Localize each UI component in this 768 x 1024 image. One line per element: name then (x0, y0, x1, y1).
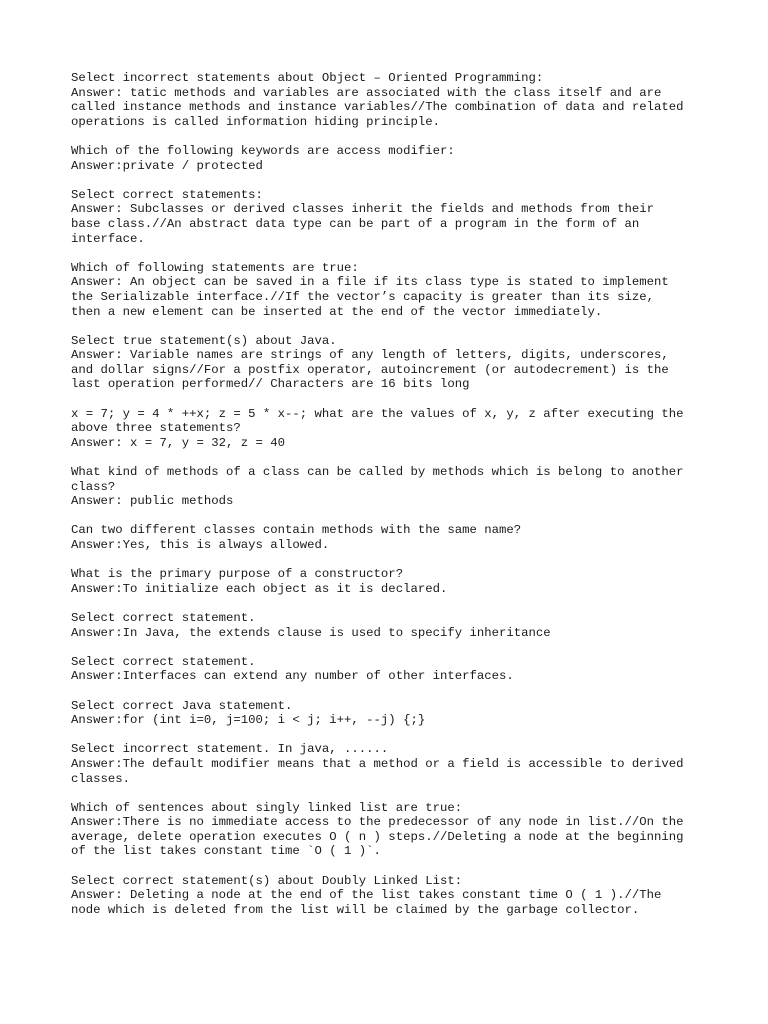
answer-text: Answer: Subclasses or derived classes inherit the fields and methods from their (71, 202, 654, 217)
question-text: Which of the following keywords are access modifier: (71, 143, 455, 158)
answer-text: Answer:The default modifier means that a method or a field is accessible to derived (71, 756, 684, 771)
answer-text: node which is deleted from the list will be claimed by the garbage collector. (71, 902, 640, 917)
question-text: x = 7; y = 4 * ++x; z = 5 * x--; what are the values of x, y, z after executing the (71, 406, 684, 421)
answer-text: Answer: Variable names are strings of any length of letters, digits, underscores, (71, 348, 669, 363)
question-text: Select true statement(s) about Java. (71, 333, 337, 348)
answer-text: and dollar signs//For a postfix operator, autoincrement (or autodecrement) is the (71, 362, 669, 377)
qa-item (71, 874, 708, 918)
answer-text: class? (71, 479, 116, 494)
qa-item (71, 699, 708, 728)
qa-item (71, 465, 708, 509)
qa-item (71, 655, 708, 684)
qa-item (71, 188, 708, 246)
answer-text: Answer: An object can be saved in a file if its class type is stated to implement (71, 275, 669, 290)
qa-item (71, 567, 708, 596)
answer-text: Answer:To initialize each object as it is declared. (71, 581, 448, 596)
qa-item (71, 261, 708, 319)
question-text: What kind of methods of a class can be called by methods which is belong to another (71, 465, 684, 480)
answer-text: Answer: public methods (71, 494, 234, 509)
qa-item (71, 144, 708, 173)
answer-text: above three statements? (71, 421, 241, 436)
answer-text: then a new element can be inserted at the end of the vector immediately. (71, 304, 603, 319)
answer-text: called instance methods and instance variables//The combination of data and related (71, 100, 684, 115)
answer-text: Answer:In Java, the extends clause is used to specify inheritance (71, 625, 551, 640)
question-text: Select incorrect statements about Object – Oriented Programming: (71, 71, 544, 85)
qa-item (71, 801, 708, 859)
answer-text: operations is called information hiding principle. (71, 114, 440, 129)
question-text: Select correct statement. (71, 610, 256, 625)
answer-text: Answer:private / protected (71, 158, 263, 173)
answer-text: base class.//An abstract data type can be part of a program in the form of an (71, 216, 640, 231)
question-text: Which of sentences about singly linked list are true: (71, 800, 463, 815)
answer-text: the Serializable interface.//If the vector’s capacity is greater than its size, (71, 289, 654, 304)
question-text: Can two different classes contain methods with the same name? (71, 523, 522, 538)
answer-text: average, delete operation executes O ( n ) steps.//Deleting a node at the beginning (71, 829, 684, 844)
question-text: Select correct statements: (71, 187, 263, 202)
answer-text: Answer:There is no immediate access to the predecessor of any node in list.//On the (71, 815, 684, 830)
question-text: Which of following statements are true: (71, 260, 359, 275)
answer-text: interface. (71, 231, 145, 246)
answer-text: Answer:for (int i=0, j=100; i < j; i++, --j) {;} (71, 713, 426, 728)
question-text: Select incorrect statement. In java, ...... (71, 742, 389, 757)
qa-item (71, 523, 708, 552)
answer-text: last operation performed// Characters are 16 bits long (71, 377, 470, 392)
answer-text: Answer:Yes, this is always allowed. (71, 538, 330, 552)
qa-item (71, 407, 708, 451)
question-text: Select correct Java statement. (71, 698, 293, 713)
answer-text: Answer: x = 7, y = 32, z = 40 (71, 435, 286, 450)
question-text: Select correct statement. (71, 654, 256, 669)
answer-text: Answer:Interfaces can extend any number of other interfaces. (71, 669, 514, 684)
qa-item (71, 611, 708, 640)
qa-item (71, 334, 708, 392)
answer-text: Answer: tatic methods and variables are associated with the class itself and are (71, 85, 662, 100)
question-text: Select correct statement(s) about Doubly Linked List: (71, 873, 463, 888)
answer-text: Answer: Deleting a node at the end of the list takes constant time O ( 1 ).//The (71, 888, 662, 903)
document-body (71, 71, 708, 917)
answer-text: classes. (71, 771, 131, 786)
answer-text: of the list takes constant time `O ( 1 )`. (71, 844, 381, 859)
qa-item (71, 71, 708, 129)
question-text: What is the primary purpose of a constructor? (71, 567, 404, 582)
qa-item (71, 742, 708, 786)
